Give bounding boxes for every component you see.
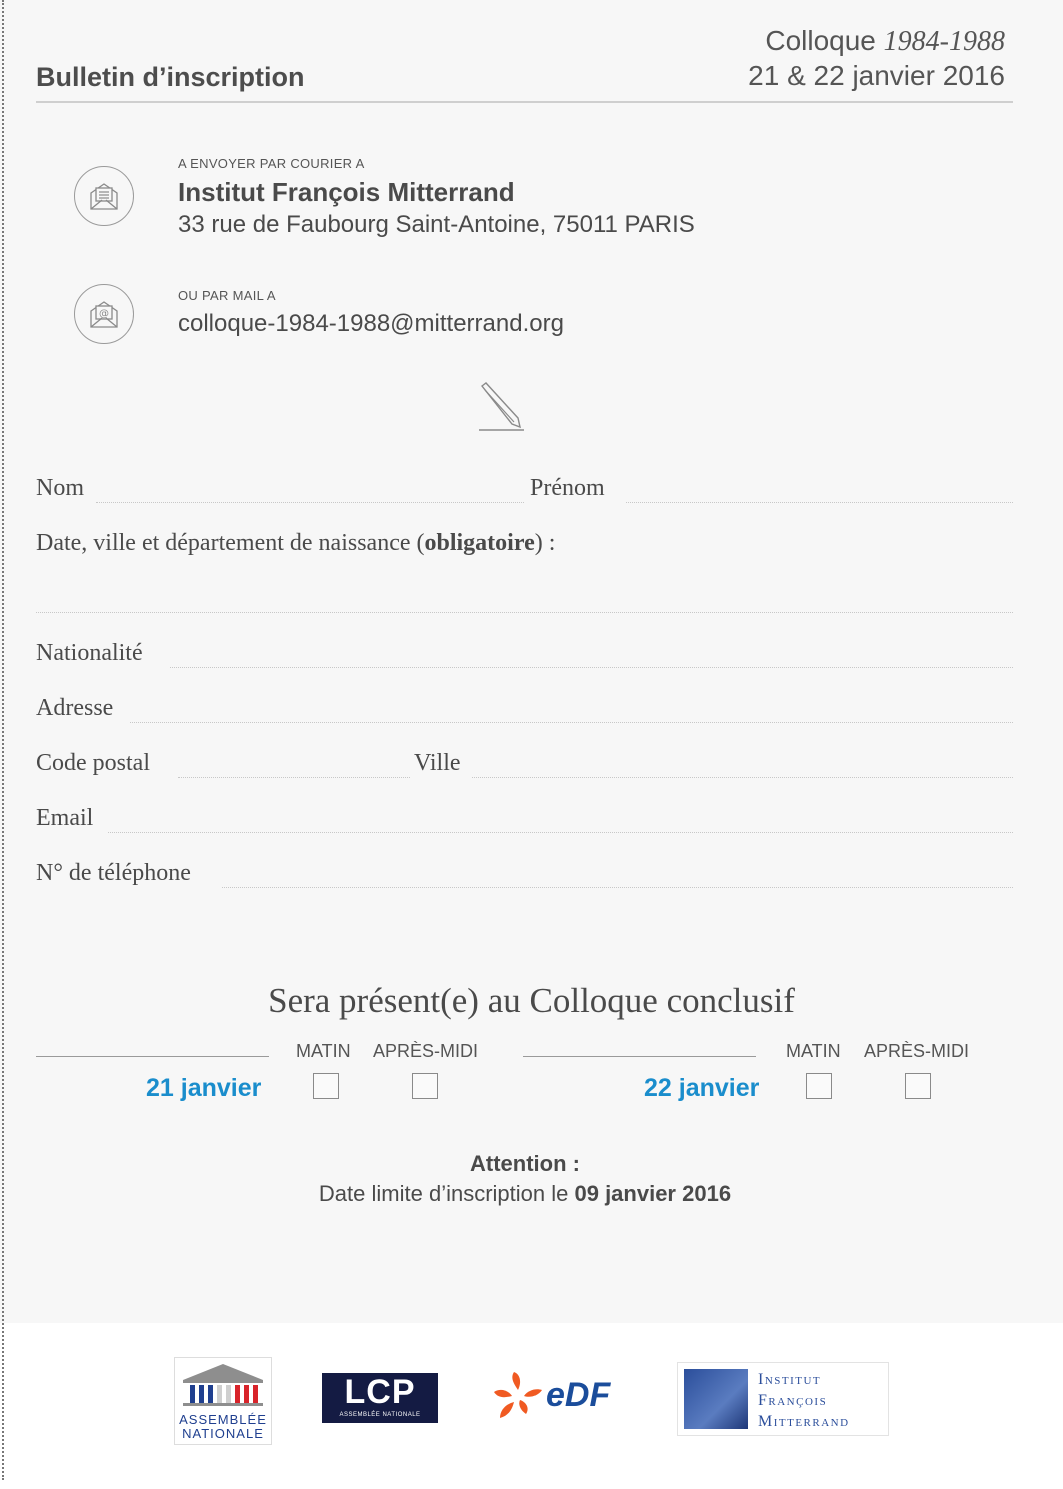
perforation-border <box>2 0 4 1480</box>
code-postal-label: Code postal <box>36 750 150 776</box>
prenom-label: Prénom <box>530 475 605 501</box>
prenom-input[interactable] <box>626 502 1013 503</box>
lcp-sub: ASSEMBLÉE NATIONALE <box>339 1412 421 1418</box>
birth-input[interactable] <box>36 612 1013 613</box>
header-divider <box>36 101 1013 103</box>
colloque-heading <box>748 24 1005 93</box>
birth-label-text: Date, ville et département de naissance <box>36 530 411 556</box>
day1-afternoon-checkbox[interactable] <box>412 1073 438 1099</box>
pen-icon <box>474 380 528 439</box>
edf-logo <box>490 1368 620 1426</box>
day2-label: 22 janvier <box>644 1074 760 1102</box>
telephone-input[interactable] <box>222 887 1013 888</box>
telephone-label: N° de téléphone <box>36 860 191 886</box>
day2-morning-header: MATIN <box>786 1041 841 1061</box>
institute-name: Institut François Mitterrand <box>178 177 515 207</box>
day2-afternoon-checkbox[interactable] <box>905 1073 931 1099</box>
deadline-date: 09 janvier 2016 <box>574 1181 732 1206</box>
assemblee-nationale-logo <box>174 1357 272 1445</box>
an-line2: NATIONALE <box>182 1426 264 1441</box>
day1-label: 21 janvier <box>146 1074 262 1102</box>
nationalite-label: Nationalité <box>36 640 143 666</box>
code-postal-input[interactable] <box>178 777 410 778</box>
nom-label: Nom <box>36 475 84 501</box>
ifm-line3: Mitterrand <box>758 1413 850 1430</box>
signature-thumbnail <box>684 1369 748 1429</box>
birth-required: obligatoire <box>424 530 535 556</box>
postal-address: 33 rue de Faubourg Saint-Antoine, 75011 PARIS <box>178 211 695 238</box>
email-label: Email <box>36 805 94 831</box>
an-line1: ASSEMBLÉE <box>179 1412 267 1427</box>
contact-email[interactable]: colloque-1984-1988@mitterrand.org <box>178 310 564 337</box>
lcp-logo <box>322 1373 438 1423</box>
colloque-years: 1984-1988 <box>883 26 1005 57</box>
nom-input[interactable] <box>96 502 524 503</box>
colloque-prefix: Colloque <box>765 25 876 56</box>
attention-heading: Attention : <box>470 1151 580 1176</box>
nationalite-input[interactable] <box>170 667 1013 668</box>
mail-label: OU PAR MAIL A <box>178 288 276 303</box>
day1-morning-checkbox[interactable] <box>313 1073 339 1099</box>
lcp-main: LCP <box>344 1373 416 1411</box>
institut-mitterrand-logo <box>677 1362 889 1436</box>
edf-text: eDF <box>546 1376 611 1414</box>
ifm-line2: François <box>758 1392 828 1409</box>
attendance-title: Sera présent(e) au Colloque conclusif <box>268 981 795 1020</box>
parliament-building-icon <box>175 1358 271 1408</box>
email-input[interactable] <box>108 832 1013 833</box>
ifm-line1: Institut <box>758 1371 822 1388</box>
day1-afternoon-header: APRÈS-MIDI <box>373 1041 479 1061</box>
svg-text:@: @ <box>99 308 109 320</box>
ville-label: Ville <box>414 750 461 776</box>
day2-morning-checkbox[interactable] <box>806 1073 832 1099</box>
day1-morning-header: MATIN <box>296 1041 351 1061</box>
adresse-input[interactable] <box>130 722 1013 723</box>
email-envelope-icon <box>74 284 134 344</box>
edf-flower-icon <box>490 1370 550 1424</box>
day2-afternoon-header: APRÈS-MIDI <box>864 1041 970 1061</box>
birth-label: Date, ville et département de naissance (obligatoire) : <box>36 530 556 556</box>
courier-label: A ENVOYER PAR COURIER A <box>178 156 365 171</box>
adresse-label: Adresse <box>36 695 114 721</box>
letter-icon <box>74 166 134 226</box>
colloque-dates: 21 & 22 janvier 2016 <box>748 60 1005 91</box>
deadline-text: Date limite d’inscription le <box>318 1181 569 1206</box>
document-title: Bulletin d’inscription <box>36 62 305 92</box>
day2-rule <box>523 1056 756 1057</box>
ville-input[interactable] <box>472 777 1013 778</box>
deadline-line <box>0 1181 1050 1207</box>
day1-rule <box>36 1056 269 1057</box>
